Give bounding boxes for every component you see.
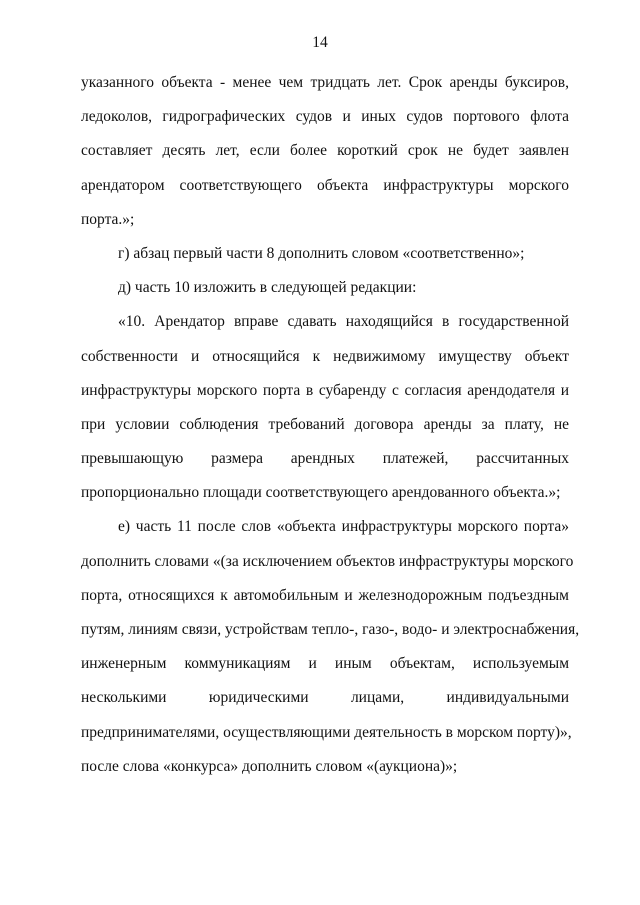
page-number: 14 <box>312 34 328 51</box>
text-line: д) часть 10 изложить в следующей редакции: <box>118 279 417 297</box>
text-line: инфраструктуры морского порта в субаренду с согласия арендодателя и <box>81 381 569 399</box>
text-line: арендатором соответствующего объекта инфраструктуры морского <box>81 176 569 194</box>
text-line: порта.»; <box>81 210 135 228</box>
text-line: при условии соблюдения требований договора аренды за плату, не <box>81 415 569 433</box>
text-line: е) часть 11 после слов «объекта инфраструктуры морского порта» <box>118 518 569 536</box>
paragraph-part-10 <box>81 305 569 510</box>
text-line: дополнить словами «(за исключением объектов инфраструктуры морского <box>81 552 574 570</box>
text-line: путям, линиям связи, устройствам тепло-, газо-, водо- и электроснабжения, <box>81 621 580 638</box>
text-line: несколькими юридическими лицами, индивидуальными <box>81 689 569 707</box>
text-line: превышающую размера арендных платежей, рассчитанных <box>81 450 569 468</box>
text-line: после слова «конкурса» дополнить словом «(аукциона)»; <box>81 757 458 775</box>
text-line: пропорционально площади соответствующего арендованного объекта.»; <box>81 484 561 502</box>
document-body <box>81 66 580 784</box>
text-line: собственности и относящийся к недвижимому имуществу объект <box>81 347 569 365</box>
text-line: указанного объекта - менее чем тридцать лет. Срок аренды буксиров, <box>81 74 569 91</box>
paragraph-continuation <box>81 66 569 237</box>
paragraph-item-d <box>81 271 569 305</box>
text-line: составляет десять лет, если более короткий срок не будет заявлен <box>81 142 569 160</box>
text-line: «10. Арендатор вправе сдавать находящийся в государственной <box>118 313 569 331</box>
text-line: предпринимателями, осуществляющими деятельность в морском порту)», <box>81 723 572 741</box>
paragraph-item-g <box>81 237 569 271</box>
text-line: ледоколов, гидрографических судов и иных судов портового флота <box>81 108 569 126</box>
text-line: г) абзац первый части 8 дополнить словом «соответственно»; <box>118 244 525 262</box>
text-line: инженерным коммуникациям и иным объектам, используемым <box>81 655 569 673</box>
text-line: порта, относящихся к автомобильным и железнодорожным подъездным <box>81 586 569 604</box>
paragraph-item-e <box>81 510 580 784</box>
